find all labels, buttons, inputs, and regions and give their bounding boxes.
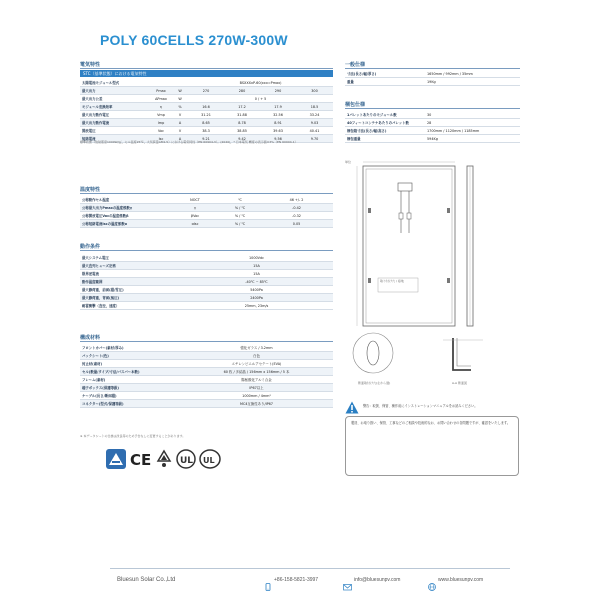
drawing-unit-label: 単位 — [345, 160, 352, 164]
warning-box-text: 製造、お取り扱い、保管、工事などのご相談や技術的なお、お問い合わせの各問題ですが、確認をいたします。 — [351, 421, 511, 425]
table-row: 40フィートコンテナあたりのパレット数 28 — [345, 119, 520, 127]
tuv-icon — [106, 449, 126, 469]
footer-phone: +86-158-5821-3997 — [274, 577, 319, 583]
temperature-heading: 温度特性 — [80, 187, 101, 193]
table-row: モジュール変換効率 η % 16.6 17.2 17.9 18.5 — [80, 103, 333, 111]
page-title: POLY 60CELLS 270W-300W — [100, 32, 288, 48]
electrical-bar: STC（基準状態）における電気特性 — [80, 70, 333, 77]
divider — [80, 193, 333, 194]
drawing-caption-left: 断面取付け穴(左から通) — [358, 381, 391, 385]
footer-divider — [110, 568, 510, 569]
drawing-caption-right: A-A 断面図 — [452, 381, 468, 385]
general-table — [345, 70, 520, 86]
table-row: 最大出力 Pmax W 270 280 290 300 — [80, 87, 333, 95]
table-row: 太陽電池モジュール型式 BSXXXxP-60(xxx=Pmax) — [80, 79, 333, 87]
table-row: 公称動作セル温度 NOCT ℃ 46 +/- 2 — [80, 196, 333, 204]
table-row: 短絡電流 Isc A 9.21 9.42 9.56 9.70 — [80, 135, 333, 143]
cert-icons — [104, 446, 224, 472]
table-row: セル(数量/タイプ/寸法/バスバー本数) 60 枚 / 多結晶 / 156mm x 156mm / 5 本 — [80, 368, 333, 376]
operating-heading: 動作条件 — [80, 244, 101, 250]
table-row: 封止材(素材) エチレンビニルアセテート(EVA) — [80, 360, 333, 368]
table-row: 重量 19Kg — [345, 78, 520, 86]
recycle-icon — [158, 451, 170, 467]
materials-table — [80, 344, 333, 408]
phone-icon — [264, 576, 272, 584]
table-row: 公称短絡電流Iscの温度係数α αIsc % / ℃ 0.05 — [80, 220, 333, 228]
operating-table — [80, 254, 333, 310]
ul-listed-icon — [200, 450, 220, 468]
footer-email: info@bluesunpv.com — [354, 577, 401, 583]
general-heading: 一般仕様 — [345, 62, 366, 68]
table-row: 最大静荷重，前面(積/雪圧) 5400Pa — [80, 286, 333, 294]
materials-heading: 構成材料 — [80, 335, 101, 341]
divider — [345, 68, 520, 69]
svg-text:CE: CE — [130, 451, 152, 469]
packing-heading: 梱包仕様 — [345, 102, 366, 108]
table-row: 公称開放電圧Vocの温度係数β βVoc % / ℃ -0.32 — [80, 212, 333, 220]
svg-text:UL: UL — [203, 456, 215, 465]
table-row: 限界逆電流 15A — [80, 270, 333, 278]
svg-text:UL: UL — [180, 456, 194, 466]
table-row: 梱包箱寸法(長さ/幅/高さ) 1700mm / 1120mm / 1185mm — [345, 127, 520, 135]
divider — [80, 250, 333, 251]
electrical-heading: 電気特性 — [80, 62, 101, 68]
table-row: 開放電圧 Voc V 38.3 38.85 39.63 40.41 — [80, 127, 333, 135]
table-row: ケーブル(長さ/断面積) 1000mm / 4mm² — [80, 392, 333, 400]
divider — [80, 68, 333, 69]
table-row: フレーム(素材) 陽極酸化アルミ合金 — [80, 376, 333, 384]
footer-company: Bluesun Solar Co.,Ltd — [117, 577, 176, 583]
electrical-table — [80, 79, 333, 143]
warning-icon — [345, 399, 359, 412]
table-row: フロントカバー(素材/厚み) 強化ガラス / 3.2mm — [80, 344, 333, 352]
divider — [80, 341, 333, 342]
drawing-callout: 取り付け穴 / 接地 — [380, 279, 404, 283]
table-row: 公称最大出力Pmaxの温度係数γ γ % / ℃ -0.42 — [80, 204, 333, 212]
table-row: 最大システム電圧 1000Vdc — [80, 254, 333, 262]
ce-icon — [130, 451, 151, 469]
table-row: 最大出力動作電流 Imp A 8.65 8.78 8.91 9.03 — [80, 119, 333, 127]
divider — [345, 108, 520, 109]
table-row: バックシート(色) 白色 — [80, 352, 333, 360]
table-row: 最大静荷重，背面(風圧) 2400Pa — [80, 294, 333, 302]
table-row: 最大出力動作電圧 Vmp V 31.21 31.88 32.56 33.24 — [80, 111, 333, 119]
globe-icon — [428, 576, 436, 584]
table-row: 端子ボックス(保護等級) IP67以上 — [80, 384, 333, 392]
warning-text: 警告：取扱、保管、操作前にインストレーションマニュアルをお読みください。 — [363, 404, 478, 408]
temperature-table — [80, 196, 333, 228]
materials-note: ※ 本データシートの仕様は改良等のため予告なしに変更することがあります。 — [80, 434, 186, 438]
electrical-note: 標準状態（放射照度1000W/㎡，セル温度25℃，大気質量AM1.5）における電気特性（EN 60904-3）。(2020)，* 日本電気 精度の表示値±3%（EN 60904-1） — [80, 140, 298, 144]
table-row: 寸法(長さ/幅/厚さ) 1650mm / 992mm / 35mm — [345, 70, 520, 78]
module-drawing — [343, 158, 523, 393]
footer-web: www.bluesunpv.com — [438, 577, 484, 583]
table-row: 最大出力公差 ΔPmax W 0 / + 5 — [80, 95, 333, 103]
table-row: 1パレットあたりのモジュール数 30 — [345, 111, 520, 119]
table-row: 耐雹衝撃（直径，速度） 25mm, 23m/s — [80, 302, 333, 310]
ul-icon — [177, 450, 195, 468]
table-row: コネクター(型式/保護等級) MC4互換性あり/IP67 — [80, 400, 333, 408]
packing-table — [345, 111, 520, 143]
table-row: 動作温度範囲 -40℃ ~ 85℃ — [80, 278, 333, 286]
email-icon — [343, 576, 352, 584]
table-row: 梱包重量 594Kg — [345, 135, 520, 143]
table-row: 最大直列ヒューズ定格 15A — [80, 262, 333, 270]
warning-box — [345, 416, 519, 476]
